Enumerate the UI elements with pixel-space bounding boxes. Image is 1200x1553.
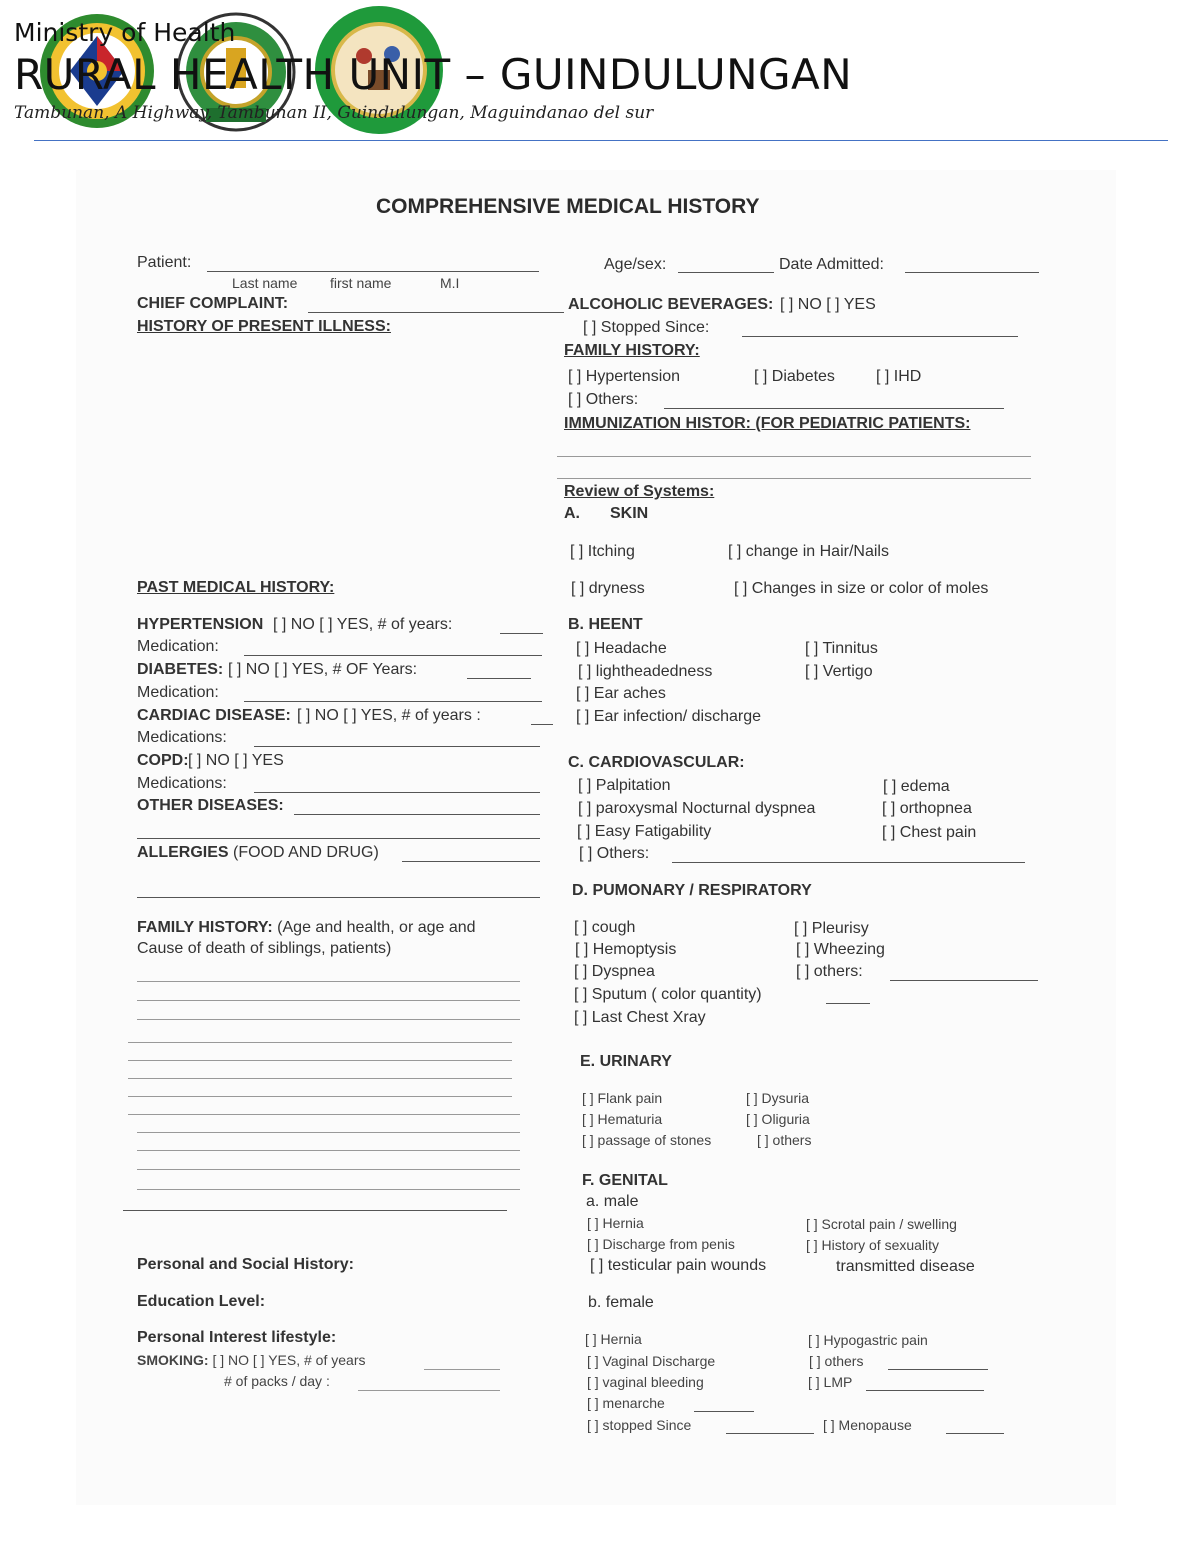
cardio-pnd[interactable]: [ ] paroxysmal Nocturnal dyspnea bbox=[578, 800, 816, 817]
urinary-title: E. URINARY bbox=[580, 1053, 672, 1070]
urinary-hematuria[interactable]: [ ] Hematuria bbox=[582, 1111, 663, 1127]
heent-vertigo[interactable]: [ ] Vertigo bbox=[805, 663, 873, 680]
female-menopause-line[interactable] bbox=[946, 1433, 1004, 1434]
family-line-13[interactable] bbox=[123, 1210, 507, 1211]
mi-caption: M.I bbox=[440, 275, 460, 291]
genital-testicular[interactable]: [ ] testicular pain wounds bbox=[590, 1257, 767, 1274]
female-vaginal-discharge[interactable]: [ ] Vaginal Discharge bbox=[587, 1353, 716, 1369]
stopped-since-label: [ ] Stopped Since: bbox=[583, 319, 710, 336]
age-sex-line[interactable] bbox=[678, 272, 774, 273]
other-diseases-line[interactable] bbox=[294, 814, 540, 815]
urinary-stones[interactable]: [ ] passage of stones bbox=[582, 1132, 712, 1148]
cardiac-options[interactable]: [ ] NO [ ] YES, # of years : bbox=[297, 707, 481, 724]
genital-scrotal[interactable]: [ ] Scrotal pain / swelling bbox=[806, 1216, 957, 1232]
family-line-3[interactable] bbox=[137, 1019, 520, 1020]
date-admitted-line[interactable] bbox=[905, 272, 1039, 273]
allergies-subtitle: (FOOD AND DRUG) bbox=[228, 844, 379, 861]
chief-complaint-line[interactable] bbox=[308, 312, 564, 313]
family-line-10[interactable] bbox=[137, 1150, 520, 1151]
letterhead bbox=[0, 0, 1200, 145]
cardiac-medications-line[interactable] bbox=[254, 746, 540, 747]
cardio-others[interactable]: [ ] Others: bbox=[579, 845, 650, 862]
resp-hemoptysis[interactable]: [ ] Hemoptysis bbox=[575, 941, 677, 958]
fh-others[interactable]: [ ] Others: bbox=[568, 391, 639, 408]
skin-title: SKIN bbox=[610, 505, 649, 522]
family-line-5[interactable] bbox=[128, 1060, 512, 1061]
family-line-1[interactable] bbox=[137, 981, 520, 982]
htn-medication-label: Medication: bbox=[137, 638, 219, 655]
female-stopped-since[interactable]: [ ] stopped Since bbox=[587, 1417, 692, 1433]
female-vaginal-bleeding[interactable]: [ ] vaginal bleeding bbox=[587, 1374, 704, 1390]
hpi-label: HISTORY OF PRESENT ILLNESS: bbox=[137, 318, 391, 335]
copd-medications-line[interactable] bbox=[254, 792, 540, 793]
female-others-line[interactable] bbox=[888, 1369, 988, 1370]
allergies-line-2[interactable] bbox=[137, 897, 540, 898]
female-lmp-line[interactable] bbox=[866, 1390, 984, 1391]
resp-others[interactable]: [ ] others: bbox=[796, 963, 863, 980]
smoking-row bbox=[137, 1353, 365, 1367]
packs-line[interactable] bbox=[358, 1390, 500, 1391]
urinary-flank[interactable]: [ ] Flank pain bbox=[582, 1090, 663, 1106]
skin-itching[interactable]: [ ] Itching bbox=[570, 543, 635, 560]
resp-sputum-line[interactable] bbox=[826, 1003, 870, 1004]
lifestyle-label: Personal Interest lifestyle: bbox=[137, 1329, 337, 1346]
cardiac-label: CARDIAC DISEASE: bbox=[137, 707, 291, 724]
female-menarche-line[interactable] bbox=[694, 1411, 754, 1412]
immunization-heading: IMMUNIZATION HISTOR: (FOR PEDIATRIC PATIENTS: bbox=[564, 415, 971, 432]
resp-others-line[interactable] bbox=[890, 980, 1038, 981]
cardio-chest-pain[interactable]: [ ] Chest pain bbox=[882, 824, 977, 841]
urinary-dysuria[interactable]: [ ] Dysuria bbox=[746, 1090, 810, 1106]
female-hypogastric[interactable]: [ ] Hypogastric pain bbox=[808, 1332, 928, 1348]
genital-hernia[interactable]: [ ] Hernia bbox=[587, 1215, 644, 1231]
family-history-left-desc: (Age and health, or age and bbox=[272, 919, 476, 936]
fh-ihd[interactable]: [ ] IHD bbox=[876, 368, 922, 385]
heent-ear-infection[interactable]: [ ] Ear infection/ discharge bbox=[576, 708, 761, 725]
copd-medications-label: Medications: bbox=[137, 775, 227, 792]
cardio-palpitation[interactable]: [ ] Palpitation bbox=[578, 777, 671, 794]
htn-medication-line[interactable] bbox=[244, 655, 542, 656]
family-line-7[interactable] bbox=[128, 1096, 512, 1097]
family-line-8[interactable] bbox=[128, 1114, 520, 1115]
urinary-oliguria[interactable]: [ ] Oliguria bbox=[746, 1111, 810, 1127]
fh-hypertension[interactable]: [ ] Hypertension bbox=[568, 368, 681, 385]
education-label: Education Level: bbox=[137, 1293, 266, 1310]
alcohol-label: ALCOHOLIC BEVERAGES: bbox=[568, 296, 774, 313]
cardiac-medications-label: Medications: bbox=[137, 729, 227, 746]
genital-std: transmitted disease bbox=[836, 1258, 975, 1275]
cardio-title: C. CARDIOVASCULAR: bbox=[568, 754, 745, 771]
smoking-years-line[interactable] bbox=[424, 1369, 500, 1370]
other-diseases-label: OTHER DISEASES: bbox=[137, 797, 284, 814]
date-admitted-label: Date Admitted: bbox=[779, 256, 884, 273]
smoking-label: SMOKING: bbox=[137, 1352, 209, 1368]
stopped-since-line[interactable] bbox=[742, 336, 1018, 337]
patient-line[interactable] bbox=[207, 271, 539, 272]
dm-years-line[interactable] bbox=[467, 678, 531, 679]
copd-options[interactable]: [ ] NO [ ] YES bbox=[188, 752, 284, 769]
last-name-caption: Last name bbox=[232, 275, 298, 291]
patient-label: Patient: bbox=[137, 254, 192, 271]
form-title: COMPREHENSIVE MEDICAL HISTORY bbox=[376, 195, 760, 218]
packs-per-day-label: # of packs / day : bbox=[224, 1373, 330, 1389]
female-menarche[interactable]: [ ] menarche bbox=[587, 1395, 665, 1411]
resp-xray[interactable]: [ ] Last Chest Xray bbox=[574, 1009, 706, 1026]
urinary-others[interactable]: [ ] others bbox=[757, 1132, 812, 1148]
heent-title: B. HEENT bbox=[568, 616, 643, 633]
cardiac-years-line[interactable] bbox=[531, 724, 553, 725]
genital-discharge[interactable]: [ ] Discharge from penis bbox=[587, 1236, 735, 1252]
resp-dyspnea[interactable]: [ ] Dyspnea bbox=[574, 963, 655, 980]
htn-options[interactable]: [ ] NO [ ] YES, # of years: bbox=[273, 616, 453, 633]
genital-male: a. male bbox=[586, 1193, 639, 1210]
resp-pleurisy[interactable]: [ ] Pleurisy bbox=[794, 920, 869, 937]
female-others[interactable]: [ ] others bbox=[809, 1353, 864, 1369]
family-line-11[interactable] bbox=[137, 1169, 520, 1170]
immunization-line-2[interactable] bbox=[557, 478, 1031, 479]
allergies-line[interactable] bbox=[402, 861, 540, 862]
skin-hair[interactable]: [ ] change in Hair/Nails bbox=[728, 543, 889, 560]
personal-social-label: Personal and Social History: bbox=[137, 1256, 354, 1273]
female-menopause[interactable]: [ ] Menopause bbox=[823, 1417, 912, 1433]
heent-lightheadedness[interactable]: [ ] lightheadedness bbox=[578, 663, 713, 680]
cardio-orthopnea[interactable]: [ ] orthopnea bbox=[882, 800, 972, 817]
genital-title: F. GENITAL bbox=[582, 1172, 668, 1189]
family-history-heading: FAMILY HISTORY: bbox=[564, 342, 700, 359]
family-line-4[interactable] bbox=[128, 1042, 512, 1043]
allergies-label bbox=[137, 845, 379, 861]
unit-name: RURAL HEALTH UNIT – GUINDULUNGAN bbox=[14, 50, 853, 99]
heent-tinnitus[interactable]: [ ] Tinnitus bbox=[805, 640, 878, 657]
resp-wheezing[interactable]: [ ] Wheezing bbox=[796, 941, 885, 958]
fh-diabetes[interactable]: [ ] Diabetes bbox=[754, 368, 835, 385]
first-name-caption: first name bbox=[330, 275, 392, 291]
heent-headache[interactable]: [ ] Headache bbox=[576, 640, 667, 657]
unit-address: Tambunan, A Highway, Tambunan II, Guindulungan, Maguindanao del sur bbox=[14, 103, 654, 123]
other-diseases-line-2[interactable] bbox=[137, 838, 540, 839]
chief-complaint-label: CHIEF COMPLAINT: bbox=[137, 295, 289, 312]
female-hernia[interactable]: [ ] Hernia bbox=[585, 1331, 642, 1347]
resp-cough[interactable]: [ ] cough bbox=[574, 919, 636, 936]
immunization-line-1[interactable] bbox=[557, 456, 1031, 457]
dm-options[interactable]: [ ] NO [ ] YES, # OF Years: bbox=[228, 661, 418, 678]
family-line-6[interactable] bbox=[128, 1078, 512, 1079]
ministry-name: Ministry of Health bbox=[14, 18, 236, 47]
skin-dryness[interactable]: [ ] dryness bbox=[571, 580, 645, 597]
resp-title: D. PUMONARY / RESPIRATORY bbox=[572, 882, 812, 899]
skin-letter: A. bbox=[564, 505, 580, 522]
cardio-fatigability[interactable]: [ ] Easy Fatigability bbox=[577, 823, 712, 840]
cardio-others-line[interactable] bbox=[672, 862, 1025, 863]
copd-label: COPD: bbox=[137, 752, 189, 769]
dm-label: DIABETES: bbox=[137, 661, 224, 678]
allergies-title: ALLERGIES bbox=[137, 844, 229, 861]
cardio-edema[interactable]: [ ] edema bbox=[883, 778, 950, 795]
htn-label: HYPERTENSION bbox=[137, 616, 264, 633]
female-lmp[interactable]: [ ] LMP bbox=[808, 1374, 853, 1390]
genital-female: b. female bbox=[588, 1294, 654, 1311]
family-history-left-title: FAMILY HISTORY: bbox=[137, 919, 273, 936]
skin-moles[interactable]: [ ] Changes in size or color of moles bbox=[734, 580, 989, 597]
family-line-9[interactable] bbox=[137, 1132, 520, 1133]
heent-ear-aches[interactable]: [ ] Ear aches bbox=[576, 685, 666, 702]
family-history-left-desc2: Cause of death of siblings, patients) bbox=[137, 940, 392, 957]
age-sex-label: Age/sex: bbox=[604, 256, 667, 273]
resp-sputum[interactable]: [ ] Sputum ( color quantity) bbox=[574, 986, 762, 1003]
htn-years-line[interactable] bbox=[500, 633, 543, 634]
dm-medication-line[interactable] bbox=[244, 701, 542, 702]
genital-sexuality[interactable]: [ ] History of sexuality bbox=[806, 1237, 940, 1253]
alcohol-options[interactable]: [ ] NO [ ] YES bbox=[780, 296, 876, 313]
header-rule bbox=[34, 140, 1168, 141]
dm-medication-label: Medication: bbox=[137, 684, 219, 701]
fh-others-line[interactable] bbox=[664, 408, 1004, 409]
family-line-2[interactable] bbox=[137, 1000, 520, 1001]
family-history-left bbox=[137, 920, 476, 936]
family-line-12[interactable] bbox=[137, 1189, 520, 1190]
female-stopped-line[interactable] bbox=[726, 1433, 814, 1434]
past-medical-heading: PAST MEDICAL HISTORY: bbox=[137, 579, 335, 596]
smoking-options[interactable]: [ ] NO [ ] YES, # of years bbox=[208, 1352, 366, 1368]
ros-heading: Review of Systems: bbox=[564, 483, 715, 500]
